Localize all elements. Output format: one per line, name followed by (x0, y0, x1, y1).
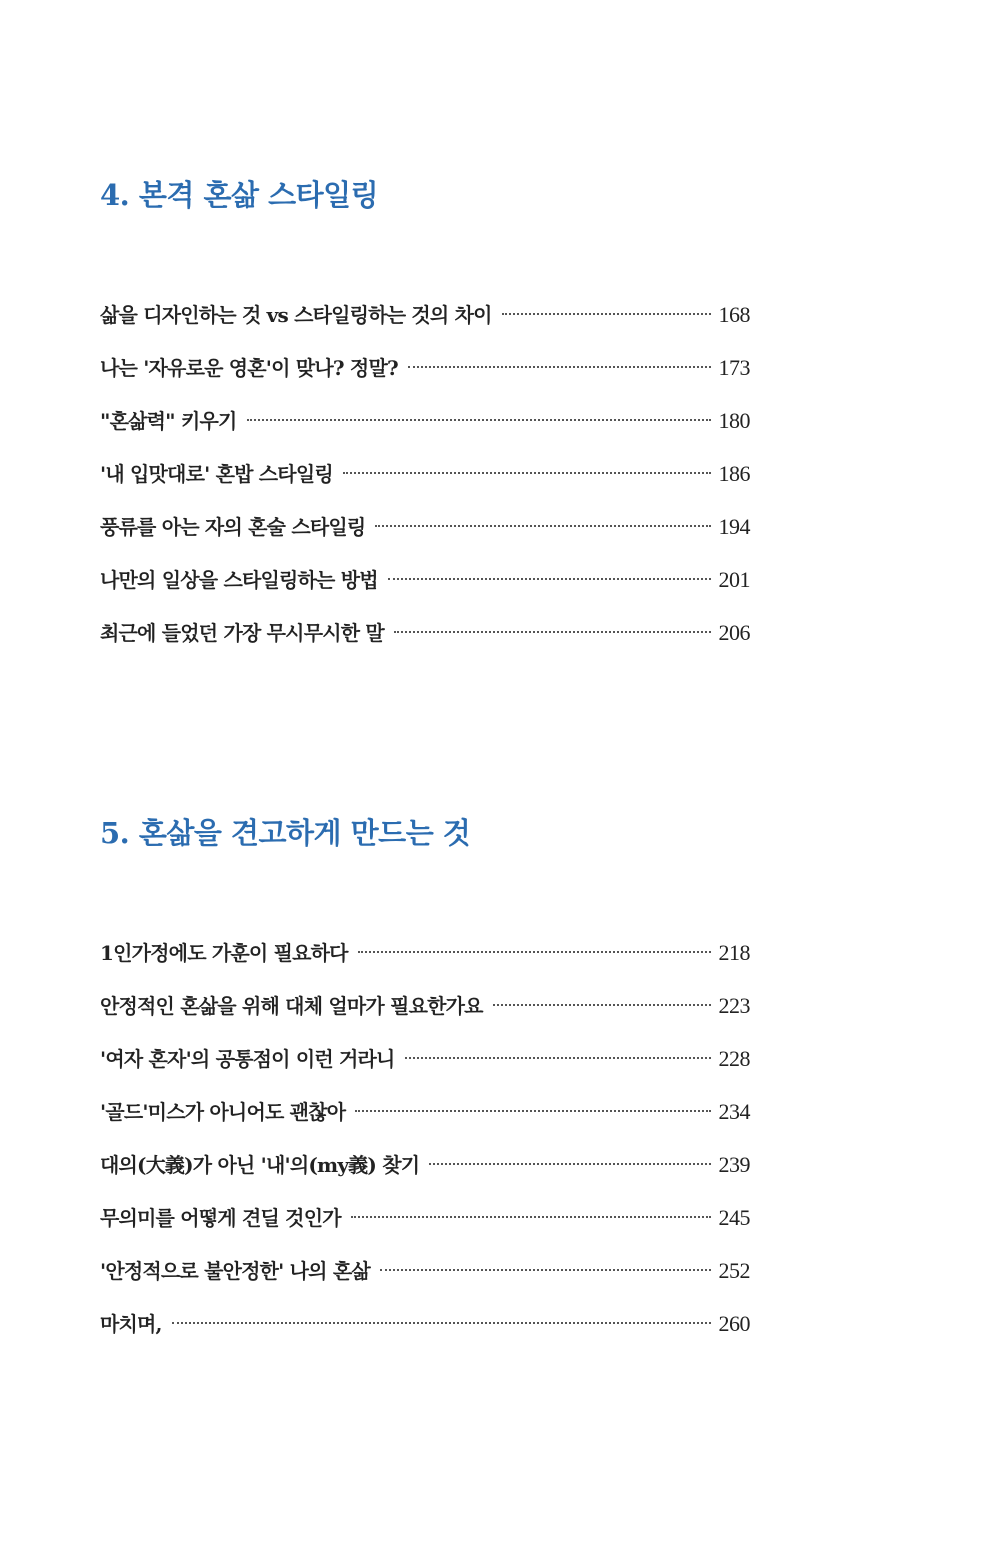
dot-leader (493, 1004, 711, 1006)
toc-entry[interactable] (100, 1256, 750, 1309)
toc-entry[interactable] (100, 1309, 750, 1362)
toc-entry[interactable] (100, 1150, 750, 1203)
dot-leader (358, 951, 711, 953)
dot-leader (172, 1322, 711, 1324)
toc-entry[interactable] (100, 459, 750, 512)
dot-leader (380, 1269, 711, 1271)
toc-entry[interactable] (100, 300, 750, 353)
toc-list (100, 938, 750, 1362)
toc-entry[interactable] (100, 1097, 750, 1150)
dot-leader (351, 1216, 711, 1218)
toc-page-number: 194 (718, 514, 750, 539)
toc-entry-title: "혼삶력" 키우기 (100, 409, 237, 433)
toc-entry[interactable] (100, 1203, 750, 1256)
dot-leader (394, 631, 711, 633)
toc-entry[interactable] (100, 938, 750, 991)
toc-entry-title: 1인가정에도 가훈이 필요하다 (100, 941, 348, 965)
toc-page-number: 168 (718, 302, 750, 327)
dot-leader (355, 1110, 710, 1112)
toc-page-number: 252 (718, 1258, 750, 1283)
toc-entry[interactable] (100, 353, 750, 406)
toc-entry-title: 안정적인 혼삶을 위해 대체 얼마가 필요한가요 (100, 994, 483, 1018)
toc-entry[interactable] (100, 406, 750, 459)
toc-entry-title: 무의미를 어떻게 견딜 것인가 (100, 1206, 341, 1230)
dot-leader (502, 313, 711, 315)
dot-leader (405, 1057, 711, 1059)
toc-page-number: 173 (718, 355, 750, 380)
toc-section-5 (100, 813, 750, 1362)
toc-page-number: 206 (718, 620, 750, 645)
toc-page-number: 245 (718, 1205, 750, 1230)
toc-page-number: 218 (718, 940, 750, 965)
toc-entry-title: 나는 '자유로운 영혼'이 맞나? 정말? (100, 356, 398, 380)
toc-page-number: 186 (718, 461, 750, 486)
toc-entry[interactable] (100, 512, 750, 565)
toc-entry-title: 마치며, (100, 1312, 162, 1336)
dot-leader (375, 525, 710, 527)
toc-section-4 (100, 175, 750, 671)
toc-page-number: 223 (718, 993, 750, 1018)
dot-leader (343, 472, 711, 474)
section-title: 5. 혼삶을 견고하게 만드는 것 (100, 816, 471, 850)
toc-page-number: 239 (718, 1152, 750, 1177)
toc-entry[interactable] (100, 565, 750, 618)
toc-list (100, 300, 750, 671)
toc-page-number: 201 (718, 567, 750, 592)
toc-entry-title: 대의(大義)가 아닌 '내'의(my義) 찾기 (100, 1153, 420, 1177)
toc-entry[interactable] (100, 991, 750, 1044)
section-title: 4. 본격 혼삶 스타일링 (100, 178, 379, 212)
dot-leader (408, 366, 711, 368)
toc-entry-title: '골드'미스가 아니어도 괜찮아 (100, 1100, 346, 1124)
toc-page-number: 228 (718, 1046, 750, 1071)
toc-entry-title: '안정적으로 불안정한' 나의 혼삶 (100, 1259, 370, 1283)
dot-leader (429, 1163, 710, 1165)
toc-entry-title: '여자 혼자'의 공통점이 이런 거라니 (100, 1047, 395, 1071)
toc-entry-title: 나만의 일상을 스타일링하는 방법 (100, 568, 378, 592)
toc-page-number: 260 (718, 1311, 750, 1336)
toc-entry-title: 최근에 들었던 가장 무시무시한 말 (100, 621, 384, 645)
dot-leader (388, 578, 711, 580)
toc-entry-title: 풍류를 아는 자의 혼술 스타일링 (100, 515, 366, 539)
toc-page-number: 180 (718, 408, 750, 433)
toc-entry-title: 삶을 디자인하는 것 vs 스타일링하는 것의 차이 (100, 303, 492, 327)
toc-entry-title: '내 입맛대로' 혼밥 스타일링 (100, 462, 333, 486)
dot-leader (247, 419, 711, 421)
toc-page-number: 234 (718, 1099, 750, 1124)
toc-entry[interactable] (100, 1044, 750, 1097)
toc-entry[interactable] (100, 618, 750, 671)
